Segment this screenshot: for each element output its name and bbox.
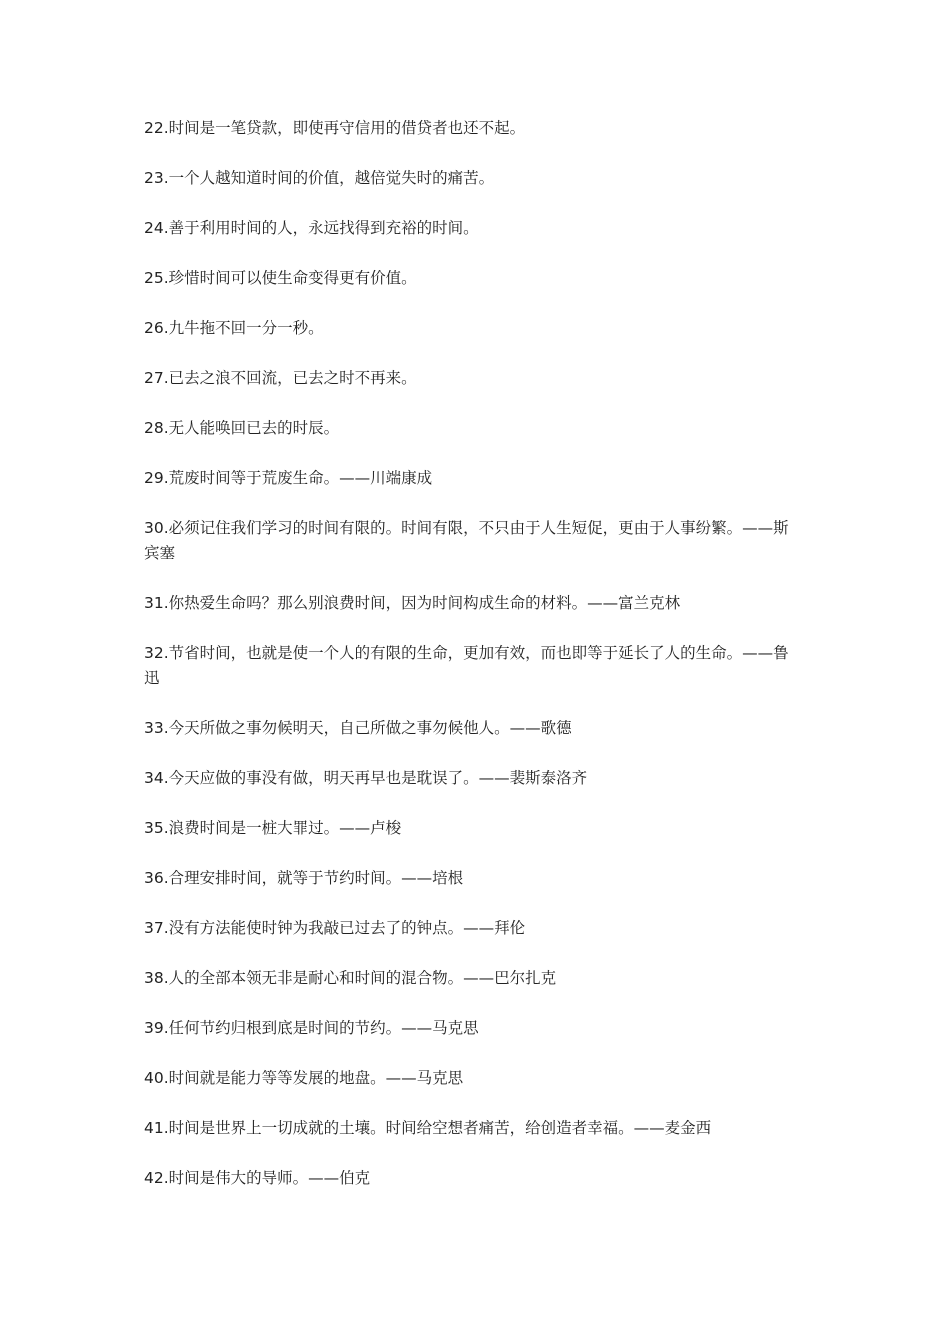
quote-item: 38.人的全部本领无非是耐心和时间的混合物。——巴尔扎克: [144, 969, 557, 987]
quote-item: 40.时间就是能力等等发展的地盘。——马克思: [144, 1069, 464, 1087]
quote-item: 41.时间是世界上一切成就的土壤。时间给空想者痛苦，给创造者幸福。——麦金西: [144, 1119, 712, 1137]
quote-item: 22.时间是一笔贷款，即使再守信用的借贷者也还不起。: [144, 119, 526, 137]
quote-item: 27.已去之浪不回流，已去之时不再来。: [144, 369, 417, 387]
quote-item: 34.今天应做的事没有做，明天再早也是耽误了。——裴斯泰洛齐: [144, 769, 588, 787]
quote-item: 30.必须记住我们学习的时间有限的。时间有限，不只由于人生短促，更由于人事纷繁。——斯宾塞: [144, 519, 789, 562]
quote-list: [144, 116, 804, 1216]
quote-item: 29.荒废时间等于荒废生命。——川端康成: [144, 469, 433, 487]
quote-item: 37.没有方法能使时钟为我敲已过去了的钟点。——拜伦: [144, 919, 526, 937]
quote-item: 39.任何节约归根到底是时间的节约。——马克思: [144, 1019, 479, 1037]
quote-item: 42.时间是伟大的导师。——伯克: [144, 1169, 371, 1187]
quote-item: 33.今天所做之事勿候明天，自己所做之事勿候他人。——歌德: [144, 719, 572, 737]
quote-item: 23.一个人越知道时间的价值，越倍觉失时的痛苦。: [144, 169, 495, 187]
quote-item: 26.九牛拖不回一分一秒。: [144, 319, 324, 337]
quote-item: 24.善于利用时间的人，永远找得到充裕的时间。: [144, 219, 479, 237]
quote-item: 36.合理安排时间，就等于节约时间。——培根: [144, 869, 464, 887]
quote-item: 28.无人能唤回已去的时辰。: [144, 419, 340, 437]
quote-item: 32.节省时间，也就是使一个人的有限的生命，更加有效，而也即等于延长了人的生命。——鲁迅: [144, 644, 789, 687]
quote-item: 25.珍惜时间可以使生命变得更有价值。: [144, 269, 417, 287]
quote-item: 31.你热爱生命吗？那么别浪费时间，因为时间构成生命的材料。——富兰克林: [144, 594, 681, 612]
quote-item: 35.浪费时间是一桩大罪过。——卢梭: [144, 819, 402, 837]
